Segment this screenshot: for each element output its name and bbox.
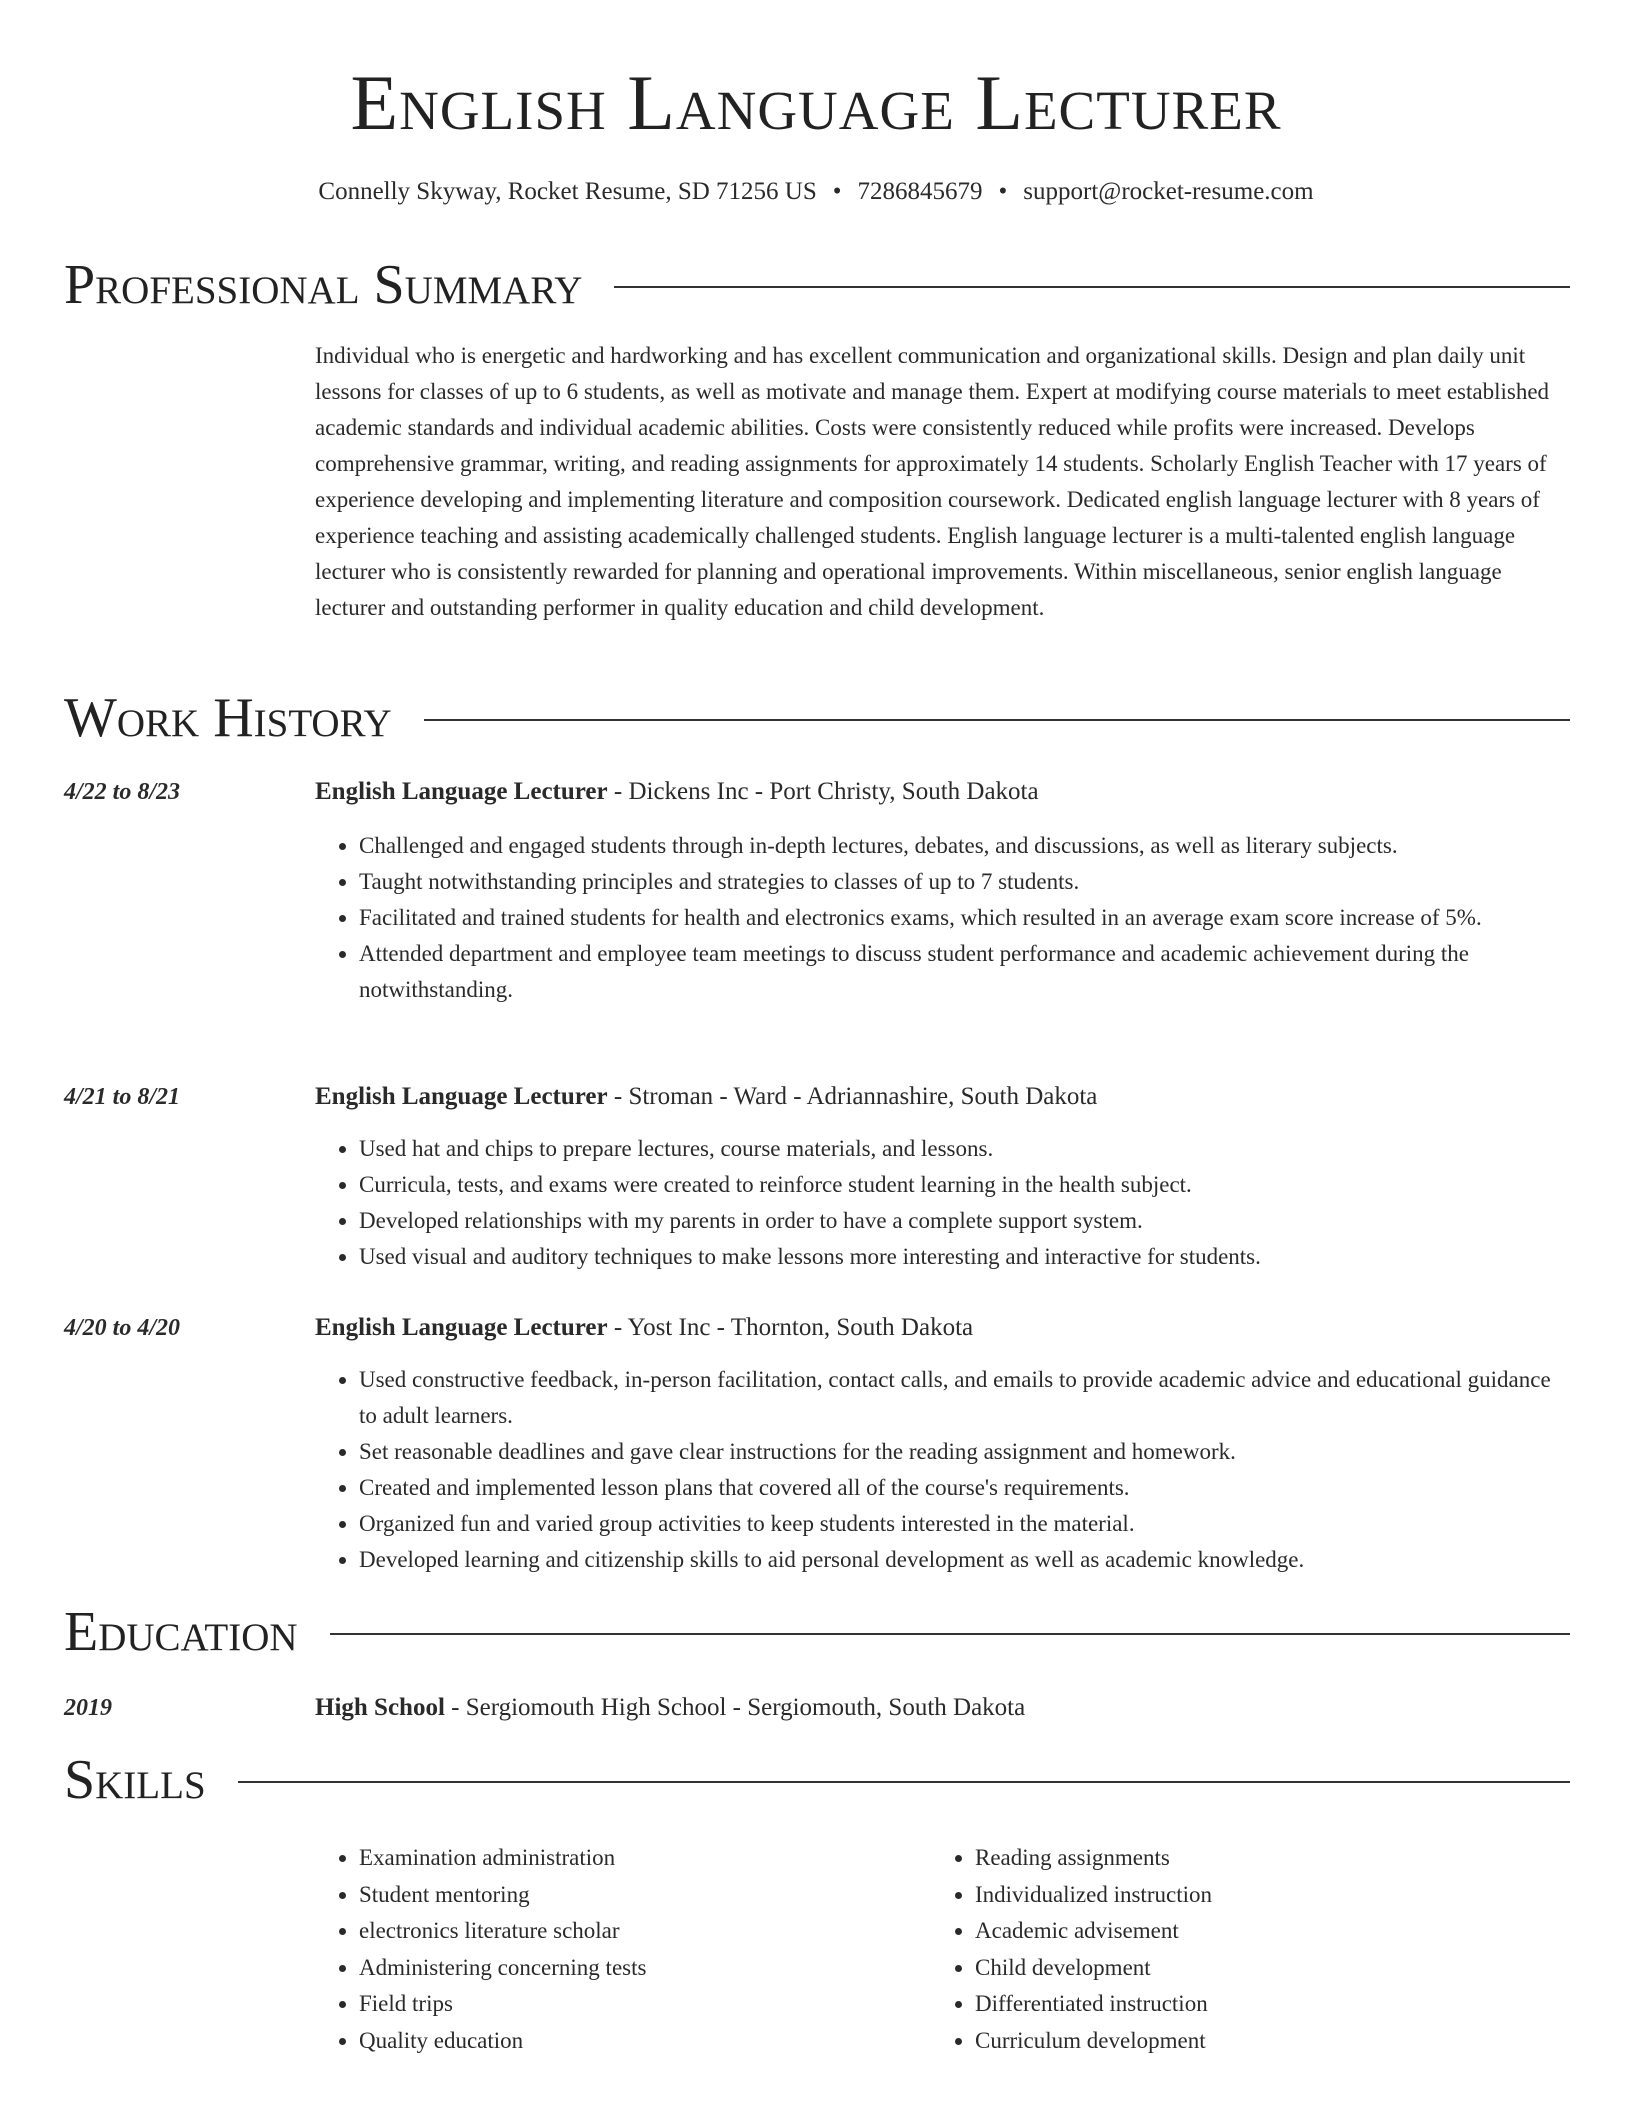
skill-item: • Differentiated instruction (975, 1986, 1491, 2023)
job-employer: - Yost Inc - Thornton, South Dakota (607, 1314, 974, 1341)
section-divider (424, 719, 1570, 721)
job-bullet: • Developed learning and citizenship skills to aid personal development as well as academic knowledge. (359, 1542, 1571, 1578)
job-bullets (315, 1362, 1571, 1578)
section-title-work-history: Work History (64, 687, 392, 749)
section-header-skills (64, 1745, 1570, 1815)
education-degree: High School (315, 1694, 445, 1721)
education-year: 2019 (64, 1695, 112, 1721)
section-divider (238, 1781, 1570, 1783)
skill-item: • Curriculum development (975, 2023, 1491, 2060)
job-bullet: • Facilitated and trained students for health and electronics exams, which resulted in an average exam score increase of 5%. (359, 900, 1571, 936)
job-bullet: • Challenged and engaged students through in-depth lectures, debates, and discussions, as well as literary subjects. (359, 828, 1571, 864)
job-bullet: • Used visual and auditory techniques to make lessons more interesting and interactive for students. (359, 1239, 1571, 1275)
job-bullet: • Attended department and employee team meetings to discuss student performance and academic achievement during the notwithstanding. (359, 936, 1571, 1008)
section-title-summary: Professional Summary (64, 254, 583, 316)
skill-item: • Individualized instruction (975, 1877, 1491, 1914)
job-bullets (315, 828, 1571, 1008)
job-bullet: • Organized fun and varied group activities to keep students interested in the material. (359, 1506, 1571, 1542)
skill-item: • Examination administration (359, 1840, 875, 1877)
job-dates: 4/21 to 8/21 (64, 1084, 181, 1110)
job-employer: - Dickens Inc - Port Christy, South Dakota (607, 778, 1039, 805)
section-title-education: Education (64, 1601, 298, 1663)
job-dates: 4/20 to 4/20 (64, 1315, 181, 1341)
contact-separator: • (832, 178, 842, 205)
job-bullet: • Curricula, tests, and exams were created to reinforce student learning in the health subject. (359, 1167, 1571, 1203)
section-header-education (64, 1597, 1570, 1667)
job-heading (315, 1079, 1571, 1115)
skill-item: • Student mentoring (359, 1877, 875, 1914)
page-title: English Language Lecturer (350, 59, 1282, 146)
job-bullet: • Developed relationships with my parents in order to have a complete support system. (359, 1203, 1571, 1239)
job-bullet: • Used constructive feedback, in-person facilitation, contact calls, and emails to provide academic advice and educational guidance to adult learners. (359, 1362, 1571, 1434)
job-bullet: • Created and implemented lesson plans that covered all of the course's requirements. (359, 1470, 1571, 1506)
job-heading (315, 774, 1571, 810)
section-divider (330, 1633, 1570, 1635)
contact-separator: • (998, 178, 1008, 205)
skill-item: • Reading assignments (975, 1840, 1491, 1877)
education-school: - Sergiomouth High School - Sergiomouth, South Dakota (444, 1694, 1026, 1721)
skill-item: • Administering concerning tests (359, 1950, 875, 1987)
contact-email: support@rocket-resume.com (1023, 178, 1314, 205)
job-employer: - Stroman - Ward - Adriannashire, South Dakota (607, 1083, 1098, 1110)
job-heading (315, 1310, 1571, 1346)
job-dates: 4/22 to 8/23 (64, 779, 181, 805)
education-heading (315, 1690, 1571, 1726)
skills-column-right (931, 1840, 1491, 2059)
skill-item: • Child development (975, 1950, 1491, 1987)
job-bullets (315, 1131, 1571, 1275)
job-bullet: • Used hat and chips to prepare lectures, course materials, and lessons. (359, 1131, 1571, 1167)
contact-phone: 7286845679 (857, 178, 983, 205)
summary-text: Individual who is energetic and hardworking and has excellent communication and organizational skills. Design and plan daily unit lessons for classes of up to 6 students, as well as motivate and manage them. Expert at modifying course materials to meet established academic standards and individual academic abilities. Costs were consistently reduced while profits were increased. Develops comprehensive grammar, writing, and reading assignments for approximately 14 students. Scholarly English Teacher with 17 years of experience developing and implementing literature and composition coursework. Dedicated english language lecturer with 8 years of experience teaching and assisting academically challenged students. English language lecturer is a multi-talented english language lecturer who is consistently rewarded for planning and operational improvements. Within miscellaneous, senior english language lecturer and outstanding performer in quality education and child development. (315, 343, 1550, 620)
section-title-skills: Skills (64, 1749, 206, 1811)
job-bullet: • Taught notwithstanding principles and strategies to classes of up to 7 students. (359, 864, 1571, 900)
job-title: English Language Lecturer (315, 778, 608, 805)
section-header-summary (64, 250, 1570, 320)
skill-item: • Quality education (359, 2023, 875, 2060)
job-bullet: • Set reasonable deadlines and gave clear instructions for the reading assignment and homework. (359, 1434, 1571, 1470)
skill-item: • Field trips (359, 1986, 875, 2023)
job-title: English Language Lecturer (315, 1314, 608, 1341)
skills-column-left (315, 1840, 875, 2059)
contact-address: Connelly Skyway, Rocket Resume, SD 71256 US (318, 178, 817, 205)
job-title: English Language Lecturer (315, 1083, 608, 1110)
section-divider (614, 286, 1570, 288)
contact-line (0, 174, 1632, 210)
skill-item: • electronics literature scholar (359, 1913, 875, 1950)
section-header-work-history (64, 683, 1570, 753)
skill-item: • Academic advisement (975, 1913, 1491, 1950)
